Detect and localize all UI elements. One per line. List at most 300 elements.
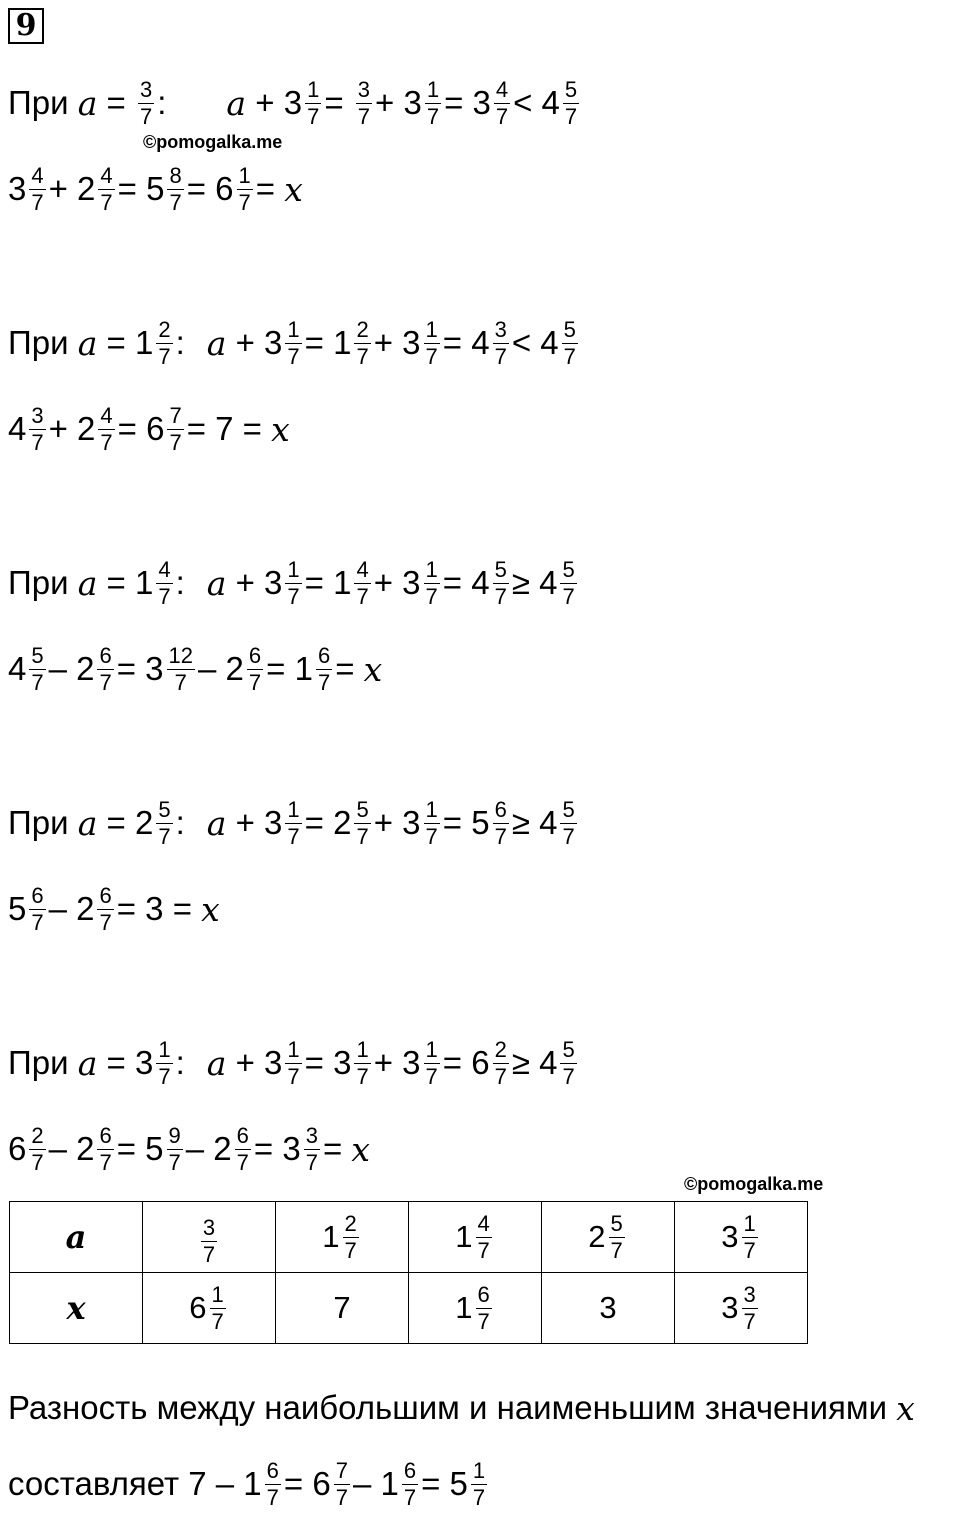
fraction-numerator: 5	[562, 556, 575, 582]
case-1-condition	[8, 68, 582, 138]
math-variable: a	[77, 803, 98, 843]
fraction	[201, 1216, 217, 1267]
fraction	[235, 1124, 251, 1175]
math-text: 1	[455, 1219, 473, 1254]
values-table	[9, 1201, 808, 1344]
math-text: < 4	[511, 324, 559, 361]
math-text: = 6	[442, 1044, 490, 1081]
fraction-denominator: 7	[425, 583, 438, 609]
math-text: = 4	[442, 564, 490, 601]
math-variable: x	[201, 889, 220, 929]
fraction-numerator: 3	[494, 316, 507, 342]
fraction-denominator: 7	[174, 669, 187, 695]
fraction	[156, 558, 172, 609]
fraction-denominator: 7	[100, 189, 113, 215]
math-variable: x	[271, 409, 290, 449]
case-5-result	[8, 1114, 370, 1184]
fraction	[156, 1038, 172, 1089]
fraction-denominator: 7	[495, 103, 509, 129]
fraction-denominator: 7	[287, 823, 300, 849]
math-variable: x	[284, 169, 303, 209]
fraction-numerator: 2	[344, 1210, 357, 1236]
fraction	[285, 318, 301, 369]
fraction	[167, 404, 183, 455]
fraction	[29, 1124, 45, 1175]
math-variable: x	[896, 1388, 915, 1428]
math-text: =	[255, 170, 285, 207]
fraction-numerator: 6	[236, 1122, 249, 1148]
math-text: :	[157, 84, 167, 121]
fraction-numerator: 1	[356, 1036, 369, 1062]
fraction-numerator: 1	[425, 556, 438, 582]
math-text: – 2	[48, 650, 95, 687]
fraction-denominator: 7	[307, 103, 320, 129]
fraction	[285, 558, 301, 609]
math-text: = 4	[442, 324, 490, 361]
table-header-a: a	[10, 1202, 143, 1273]
fraction-denominator: 7	[472, 1484, 486, 1510]
math-text: – 2	[48, 1130, 95, 1167]
fraction	[285, 1038, 301, 1089]
fraction-denominator: 7	[743, 1308, 756, 1334]
fraction-denominator: 7	[562, 823, 575, 849]
fraction	[476, 1283, 492, 1334]
math-text: При	[8, 324, 78, 361]
fraction-denominator: 7	[305, 1149, 318, 1175]
fraction	[494, 78, 510, 129]
fraction-numerator: 5	[31, 642, 44, 668]
fraction-denominator: 7	[425, 1063, 438, 1089]
fraction-numerator: 4	[100, 402, 113, 428]
math-text: =	[335, 650, 364, 687]
math-variable: a	[206, 563, 227, 603]
fraction-numerator: 3	[357, 76, 371, 102]
math-text: = 5	[421, 1465, 468, 1502]
table-row-a	[10, 1202, 808, 1273]
fraction	[471, 1459, 487, 1510]
table-cell-a	[143, 1202, 276, 1273]
fraction-denominator: 7	[158, 583, 171, 609]
math-text: = 6	[283, 1465, 331, 1502]
fraction	[265, 1459, 281, 1510]
fraction-denominator: 7	[266, 1484, 279, 1510]
math-text: = 7 =	[186, 410, 272, 447]
math-text: + 3	[373, 324, 421, 361]
math-text: При	[8, 564, 78, 601]
fraction	[424, 318, 440, 369]
math-text: 6	[189, 1290, 207, 1325]
table-header-x: x	[10, 1273, 143, 1344]
case-1-result	[8, 154, 303, 224]
fraction-numerator: 1	[307, 76, 320, 102]
math-text: + 3	[226, 804, 283, 841]
math-text: + 3	[375, 84, 422, 121]
fraction	[247, 644, 263, 695]
math-text: = 1	[304, 324, 352, 361]
fraction-denominator: 7	[562, 583, 575, 609]
math-text: 5	[8, 890, 27, 927]
fraction	[167, 644, 195, 695]
math-text: + 2	[48, 170, 96, 207]
math-text: – 2	[48, 890, 95, 927]
fraction-numerator: 5	[356, 796, 369, 822]
math-text: = 3	[253, 1130, 301, 1167]
fraction-denominator: 7	[158, 343, 171, 369]
table-cell-x	[409, 1273, 542, 1344]
math-text: + 3	[226, 564, 283, 601]
fraction-numerator: 6	[266, 1457, 279, 1483]
math-text: ≥ 4	[511, 804, 558, 841]
fraction	[167, 1124, 183, 1175]
case-5-condition	[8, 1028, 580, 1098]
fraction	[354, 1038, 370, 1089]
fraction-denominator: 7	[31, 1149, 44, 1175]
fraction-numerator: 3	[31, 402, 44, 428]
math-text: Разность между наибольшим и наименьшим значениями	[8, 1389, 897, 1426]
math-text: 4	[8, 650, 27, 687]
fraction-denominator: 7	[743, 1237, 756, 1263]
math-text: – 2	[185, 1130, 232, 1167]
math-text: = 2	[304, 804, 352, 841]
fraction-denominator: 7	[610, 1237, 623, 1263]
fraction-numerator: 5	[564, 76, 578, 102]
math-text: При	[8, 84, 78, 121]
fraction	[476, 1212, 492, 1263]
fraction-denominator: 7	[356, 1063, 369, 1089]
fraction	[167, 164, 183, 215]
math-text: = 3 =	[116, 890, 202, 927]
math-text: 3	[721, 1219, 739, 1254]
table-cell-a	[542, 1202, 675, 1273]
fraction-denominator: 7	[158, 1063, 171, 1089]
table-cell-a	[276, 1202, 409, 1273]
fraction	[425, 78, 441, 129]
fraction	[29, 644, 45, 695]
math-variable: a	[77, 323, 98, 363]
fraction-numerator: 4	[495, 76, 509, 102]
fraction-denominator: 7	[425, 343, 438, 369]
conclusion-calculation	[8, 1449, 490, 1519]
math-text: 1	[455, 1290, 473, 1325]
math-text: =	[322, 1130, 352, 1167]
case-3-result	[8, 634, 382, 704]
fraction-denominator: 7	[31, 909, 44, 935]
fraction	[97, 644, 113, 695]
math-variable: a	[226, 83, 247, 123]
fraction-numerator: 2	[356, 316, 369, 342]
math-text: 7	[333, 1290, 351, 1325]
math-text: ≥ 4	[511, 1044, 558, 1081]
fraction	[210, 1283, 226, 1334]
math-text: + 3	[373, 804, 421, 841]
fraction	[138, 78, 154, 129]
math-text: = 1	[97, 324, 154, 361]
fraction-numerator: 6	[31, 882, 44, 908]
fraction-denominator: 7	[31, 429, 44, 455]
table-cell-x	[276, 1273, 409, 1344]
fraction-denominator: 7	[168, 1149, 181, 1175]
math-text: = 1	[266, 650, 313, 687]
math-text: = 6	[186, 170, 234, 207]
fraction	[356, 78, 372, 129]
fraction-denominator: 7	[31, 669, 44, 695]
math-variable: a	[206, 803, 227, 843]
math-text: 4	[8, 410, 27, 447]
fraction	[609, 1212, 625, 1263]
fraction-denominator: 7	[564, 103, 578, 129]
math-variable: x	[363, 649, 383, 689]
fraction-numerator: 6	[99, 882, 112, 908]
fraction	[304, 1124, 320, 1175]
fraction-numerator: 2	[158, 316, 171, 342]
math-text: 2	[588, 1219, 606, 1254]
math-variable: a	[77, 1043, 98, 1083]
fraction-numerator: 1	[158, 1036, 171, 1062]
fraction	[97, 884, 113, 935]
fraction	[98, 404, 114, 455]
math-text: :	[175, 1044, 185, 1081]
math-text: 3	[599, 1290, 617, 1325]
fraction-numerator: 3	[139, 76, 153, 102]
math-text: + 3	[226, 324, 283, 361]
fraction	[742, 1283, 758, 1334]
fraction	[354, 558, 370, 609]
fraction-numerator: 4	[31, 162, 44, 188]
fraction-denominator: 7	[169, 189, 182, 215]
fraction	[97, 1124, 113, 1175]
fraction	[285, 798, 301, 849]
fraction-denominator: 7	[248, 669, 262, 695]
fraction-numerator: 3	[305, 1122, 318, 1148]
fraction-denominator: 7	[99, 909, 112, 935]
fraction-numerator: 6	[99, 642, 112, 668]
math-text: = 1	[97, 564, 154, 601]
fraction-denominator: 7	[494, 583, 507, 609]
fraction-numerator: 1	[743, 1210, 756, 1236]
fraction-numerator: 5	[562, 1036, 575, 1062]
case-2-result	[8, 394, 290, 464]
fraction-denominator: 7	[477, 1308, 490, 1334]
fraction-numerator: 6	[99, 1122, 112, 1148]
fraction-numerator: 1	[425, 796, 438, 822]
fraction	[424, 798, 440, 849]
math-text: :	[175, 804, 185, 841]
fraction-denominator: 7	[287, 583, 300, 609]
fraction	[316, 644, 332, 695]
case-3-condition	[8, 548, 580, 618]
fraction-numerator: 1	[425, 1036, 438, 1062]
math-text: + 3	[373, 1044, 421, 1081]
fraction-denominator: 7	[99, 1149, 112, 1175]
math-text: :	[175, 564, 185, 601]
fraction-denominator: 7	[236, 1149, 249, 1175]
fraction-denominator: 7	[158, 823, 171, 849]
fraction-numerator: 1	[211, 1281, 224, 1307]
math-text: = 1	[304, 564, 352, 601]
math-text: = 3	[116, 650, 164, 687]
math-text: 3	[721, 1290, 739, 1325]
table-cell-x	[675, 1273, 808, 1344]
case-4-result	[8, 874, 220, 944]
math-text: + 3	[246, 84, 303, 121]
case-2-condition	[8, 308, 581, 378]
fraction	[424, 1038, 440, 1089]
fraction-denominator: 7	[99, 669, 112, 695]
math-text: 3	[8, 170, 27, 207]
fraction-denominator: 7	[317, 669, 331, 695]
fraction-denominator: 7	[287, 343, 300, 369]
fraction-numerator: 1	[472, 1457, 486, 1483]
fraction-numerator: 1	[287, 556, 300, 582]
fraction-numerator: 1	[287, 316, 300, 342]
fraction-numerator: 4	[100, 162, 113, 188]
math-variable: a	[77, 83, 98, 123]
fraction-denominator: 7	[356, 343, 369, 369]
problem-number: 9	[8, 8, 44, 44]
fraction	[334, 1459, 350, 1510]
fraction	[156, 318, 172, 369]
fraction	[493, 318, 509, 369]
math-variable: a	[206, 1043, 227, 1083]
math-text: = 5	[117, 170, 165, 207]
fraction-denominator: 7	[31, 189, 44, 215]
fraction	[402, 1459, 418, 1510]
conclusion-text	[8, 1373, 915, 1443]
math-text: При	[8, 804, 78, 841]
fraction-numerator: 6	[317, 642, 331, 668]
fraction	[742, 1212, 758, 1263]
fraction-denominator: 7	[335, 1484, 348, 1510]
math-variable: a	[77, 563, 98, 603]
table-cell-x	[143, 1273, 276, 1344]
fraction	[156, 798, 172, 849]
fraction-numerator: 6	[477, 1281, 490, 1307]
fraction	[493, 1038, 509, 1089]
fraction-numerator: 12	[168, 642, 194, 668]
fraction-numerator: 6	[403, 1457, 417, 1483]
fraction	[98, 164, 114, 215]
fraction-numerator: 2	[494, 1036, 507, 1062]
fraction-numerator: 1	[425, 316, 438, 342]
math-text: составляет 7 – 1	[8, 1465, 262, 1502]
fraction	[29, 164, 45, 215]
math-text: = 2	[97, 804, 154, 841]
fraction-denominator: 7	[357, 103, 371, 129]
math-text: :	[175, 324, 185, 361]
fraction-denominator: 7	[563, 343, 576, 369]
table-cell-a	[409, 1202, 542, 1273]
case-4-condition	[8, 788, 580, 858]
fraction-numerator: 5	[562, 796, 575, 822]
fraction-denominator: 7	[562, 1063, 575, 1089]
fraction-numerator: 4	[477, 1210, 490, 1236]
math-variable: a	[206, 323, 227, 363]
fraction	[562, 318, 578, 369]
fraction	[560, 1038, 576, 1089]
watermark: ©pomogalka.me	[684, 1174, 824, 1194]
fraction-numerator: 4	[356, 556, 369, 582]
fraction-denominator: 7	[100, 429, 113, 455]
table-row-x	[10, 1273, 808, 1344]
fraction-numerator: 1	[287, 796, 300, 822]
fraction-denominator: 7	[494, 343, 507, 369]
table-cell-x	[542, 1273, 675, 1344]
math-text: = 3	[444, 84, 491, 121]
math-text: – 1	[352, 1465, 399, 1502]
fraction	[493, 798, 509, 849]
fraction-denominator: 7	[477, 1237, 490, 1263]
math-text: + 2	[48, 410, 96, 447]
fraction-denominator: 7	[403, 1484, 417, 1510]
fraction-numerator: 5	[610, 1210, 623, 1236]
fraction-numerator: 4	[158, 556, 171, 582]
fraction-denominator: 7	[202, 1242, 216, 1267]
fraction-denominator: 7	[344, 1237, 357, 1263]
watermark: ©pomogalka.me	[143, 132, 283, 152]
fraction	[237, 164, 253, 215]
fraction-numerator: 6	[248, 642, 262, 668]
fraction-numerator: 3	[743, 1281, 756, 1307]
fraction-numerator: 1	[287, 1036, 300, 1062]
fraction-numerator: 5	[158, 796, 171, 822]
math-text: = 3	[97, 1044, 154, 1081]
fraction	[354, 318, 370, 369]
math-text: = 6	[117, 410, 165, 447]
fraction	[493, 558, 509, 609]
fraction	[305, 78, 321, 129]
fraction-denominator: 7	[139, 103, 153, 129]
fraction	[563, 78, 579, 129]
math-text: = 5	[116, 1130, 164, 1167]
fraction	[29, 404, 45, 455]
fraction-denominator: 7	[287, 1063, 300, 1089]
fraction-denominator: 7	[494, 823, 507, 849]
fraction	[560, 558, 576, 609]
math-text: < 4	[513, 84, 560, 121]
fraction-numerator: 7	[169, 402, 182, 428]
fraction-numerator: 9	[168, 1122, 181, 1148]
fraction-denominator: 7	[238, 189, 251, 215]
math-text: ≥ 4	[511, 564, 558, 601]
math-text: + 3	[373, 564, 421, 601]
fraction-numerator: 7	[335, 1457, 348, 1483]
math-text: 1	[322, 1219, 340, 1254]
math-text: = 3	[304, 1044, 352, 1081]
fraction-numerator: 8	[169, 162, 182, 188]
fraction	[29, 884, 45, 935]
fraction-numerator: 1	[238, 162, 251, 188]
fraction-numerator: 6	[494, 796, 507, 822]
math-text: При	[8, 1044, 78, 1081]
fraction-numerator: 5	[494, 556, 507, 582]
fraction-denominator: 7	[356, 823, 369, 849]
fraction-denominator: 7	[494, 1063, 507, 1089]
fraction	[354, 798, 370, 849]
math-text: =	[97, 84, 135, 121]
fraction	[343, 1212, 359, 1263]
math-text: 6	[8, 1130, 27, 1167]
fraction-numerator: 2	[31, 1122, 44, 1148]
table-cell-a	[675, 1202, 808, 1273]
math-text: =	[324, 84, 353, 121]
fraction-denominator: 7	[425, 823, 438, 849]
fraction-numerator: 1	[426, 76, 440, 102]
fraction-denominator: 7	[169, 429, 182, 455]
fraction-denominator: 7	[211, 1308, 224, 1334]
fraction-numerator: 5	[563, 316, 576, 342]
fraction-numerator: 3	[202, 1215, 216, 1240]
math-text: = 5	[442, 804, 490, 841]
